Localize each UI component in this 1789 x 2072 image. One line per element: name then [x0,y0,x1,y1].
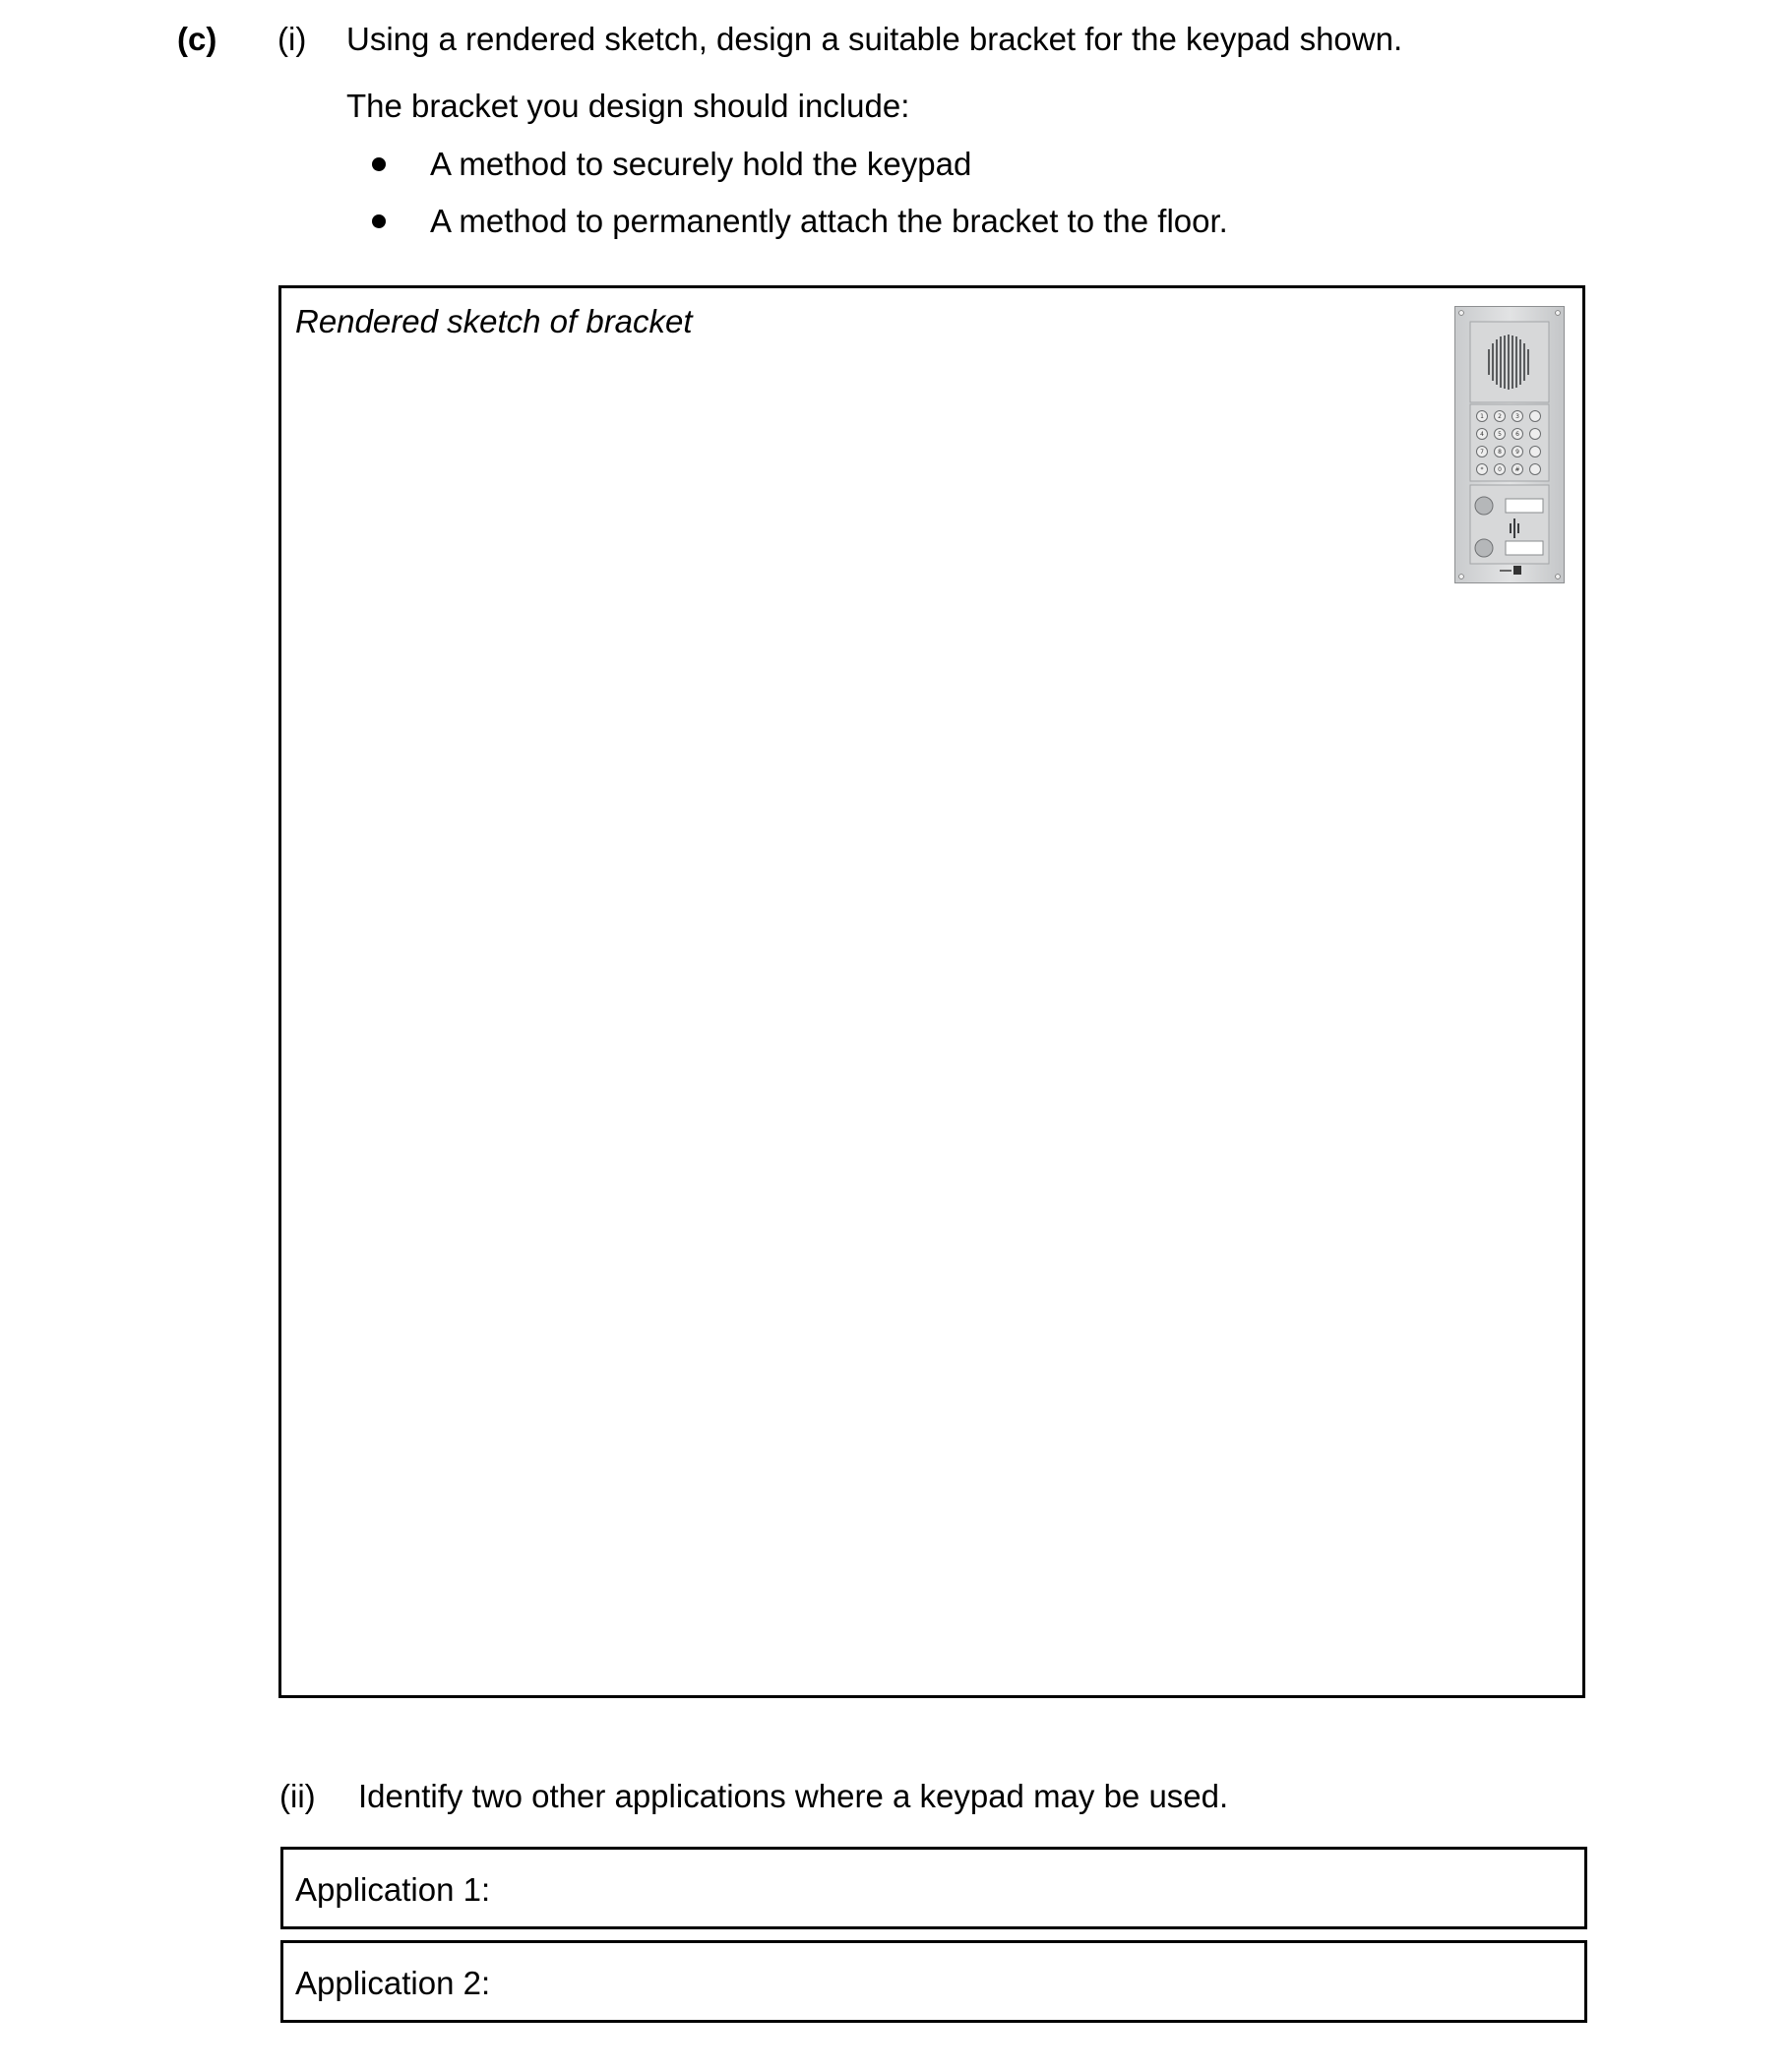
part-label: (c) [177,21,217,57]
keypad-key: # [1514,466,1520,473]
keypad-key: 0 [1498,466,1502,473]
keypad-key: 2 [1498,413,1502,420]
keypad-key: 1 [1480,413,1484,420]
keypad-key: 9 [1515,449,1519,456]
keypad-key: 5 [1498,431,1502,438]
question-i-text: Using a rendered sketch, design a suitable bracket for the keypad shown. [346,21,1403,57]
question-ii-text: Identify two other applications where a keypad may be used. [358,1778,1229,1814]
keypad-key: * [1480,466,1484,473]
keypad-key: 8 [1498,449,1502,456]
sketch-answer-area[interactable] [278,285,1585,1698]
keypad-key: 3 [1515,413,1519,420]
bullet-icon [372,214,386,228]
keypad-image [1454,306,1565,583]
application-1-answer-box[interactable] [280,1847,1587,1929]
question-i-number: (i) [278,21,307,57]
bullet-icon [372,157,386,171]
keypad-key: 7 [1480,449,1484,456]
application-1-label: Application 1: [295,1871,491,1908]
keypad-key: 4 [1480,431,1484,438]
question-ii-number: (ii) [279,1778,316,1814]
application-2-answer-box[interactable] [280,1940,1587,2023]
bullet-item: A method to permanently attach the bracket to the floor. [430,203,1228,239]
application-2-label: Application 2: [295,1965,491,2001]
question-i-intro: The bracket you design should include: [346,88,910,124]
sketch-box-label: Rendered sketch of bracket [295,303,693,339]
bullet-item: A method to securely hold the keypad [430,146,972,182]
keypad-key: 6 [1515,431,1519,438]
